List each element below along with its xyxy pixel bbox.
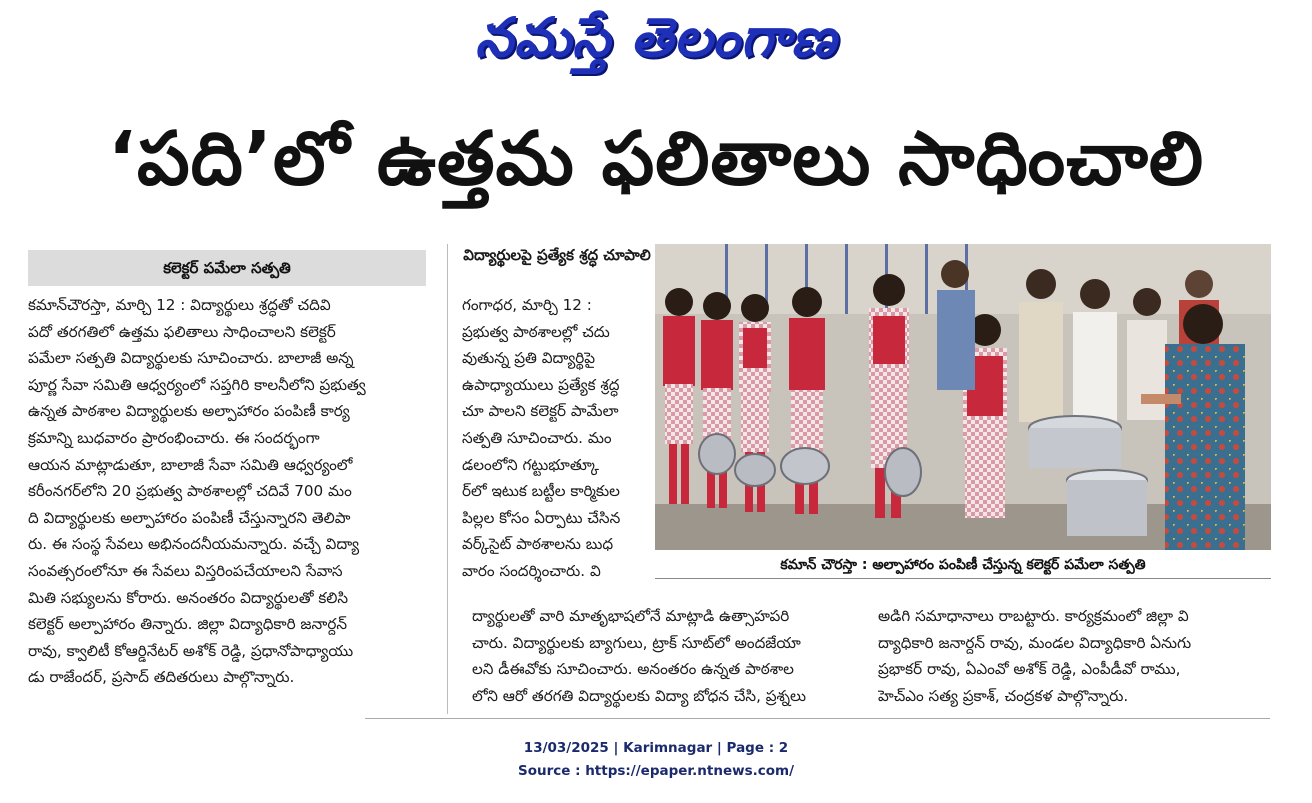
text-line: ఉపాధ్యాయులు ప్రత్యేక శ్రద్ధ [462,375,620,394]
text-line: ర్‌లో ఇటుక బట్టీల కార్మికుల [462,482,620,501]
text-line: వర్క్‌సైట్ పాఠశాలను బుధ [462,535,614,554]
second-story-headline: విద్యార్థులపై ప్రత్యేక శ్రద్ధ చూపాలి [463,246,651,264]
text-line: క్రమాన్ని బుధవారం ప్రారంభించారు. ఈ సందర్భంగా [28,428,320,447]
source-link[interactable]: Source : https://epaper.ntnews.com/ [517,763,795,779]
text-line: మితి సభ్యులను కోరారు. అనంతరం విద్యార్థులతో కలిసి [28,588,349,607]
text-line: ది విద్యార్థులకు అల్పాహారం పంపిణీ చేస్తున్నారని తెలిపా [28,508,351,527]
text-line: హెచ్‌ఎం సత్య ప్రకాశ్, చంద్రకళ పాల్గొన్నారు. [878,686,1129,705]
text-line: కలెక్టర్ అల్పాహారం తిన్నారు. జిల్లా విద్యాధికారి జనార్దన్ [28,615,347,634]
text-line: ప్రభాకర్ రావు, ఏఎంవో అశోక్ రెడ్డి, ఎంపీడీవో రాము, [878,660,1181,679]
masthead [0,2,1312,74]
article-column-2 [462,292,654,585]
text-line: రు. ఈ సంస్థ సేవలు అభినందనీయమన్నారు. వచ్చే విద్యా [28,535,360,554]
newspaper-logo: నమస్తే తెలంగాణ [475,6,837,69]
article-bottom-col-1 [472,603,852,709]
text-line: ఉన్నత పాఠశాల విద్యార్థులకు అల్పాహారం పంపిణీ కార్య [28,402,350,421]
text-line: ప్రభుత్వ పాఠశాలల్లో చదు [462,322,610,341]
text-line: గంగాధర, మార్చి 12 : [462,296,592,314]
text-line: అడిగి సమాధానాలు రాబట్టారు. కార్యక్రమంలో జిల్లా వి [878,607,1189,625]
page-info: 13/03/2025 | Karimnagar | Page : 2 [523,740,789,756]
text-line: సత్పతి సూచించారు. మం [462,428,612,447]
text-line: డలంలోని గట్టుభూత్కూ [462,455,600,474]
text-line: పిల్లల కోసం ఏర్పాటు చేసిన [462,508,621,527]
article-bottom-col-2 [878,603,1270,709]
text-line: ద్యాధికారి జనార్దన్ రావు, మండల విద్యాధికారి ఏనుగు [878,633,1192,652]
text-line: కమాన్‌చౌరస్తా, మార్చి 12 : విద్యార్థులు శ్రద్ధతో చదివి [28,296,331,314]
column-divider [447,244,448,714]
text-line: లని డీఈవోకు సూచించారు. అనంతరం ఉన్నత పాఠశాల [472,660,794,679]
text-line: పదో తరగతిలో ఉత్తమ ఫలితాలు సాధించాలని కలెక్టర్ [28,322,336,341]
text-line: రావు, క్వాలిటీ కోఆర్డినేటర్ అశోక్ రెడ్డి, ప్రధానోపాధ్యాయు [28,641,354,660]
text-line: పమేలా సత్పతి విద్యార్థులకు సూచించారు. బాలాజీ అన్న [28,349,354,368]
text-line: లోని ఆరో తరగతి విద్యార్థులకు విద్యా బోధన చేసి, ప్రశ్నలు [472,686,807,705]
text-line: డు రాజేందర్, ప్రసాద్ తదితరులు పాల్గొన్నారు. [28,668,295,687]
text-line: ద్యార్థులతో వారి మాతృభాషలోనే మాట్లాడి ఉత్సాహపరి [472,607,790,625]
text-line: కరీంనగర్‌లోని 20 ప్రభుత్వ పాఠశాలల్లో చదివే 700 మం [28,482,352,501]
text-line: సంవత్సరంలోనూ ఈ సేవలు విస్తరింపచేయాలని సేవాస [28,561,343,580]
article-subhead: కలెక్టర్ పమేలా సత్పతి [28,250,426,286]
text-line: ఆయన మాట్లాడుతూ, బాలాజీ సేవా సమితి ఆధ్వర్యంలో [28,455,353,474]
article-column-1 [28,292,428,691]
text-line: వారం సందర్శించారు. వి [462,561,601,580]
text-line: వుతున్న ప్రతి విద్యార్థిపై [462,349,596,368]
news-photo [655,244,1271,550]
photo-caption: కమాన్ చౌరస్తా : అల్పాహారం పంపిణీ చేస్తున్న కలెక్టర్ పమేలా సత్పతి [655,552,1271,579]
text-line: చారు. విద్యార్థులకు బ్యాగులు, ట్రాక్ సూట్‌లో అందజేయా [472,633,801,652]
text-line: పూర్ణ సేవా సమితి ఆధ్వర్యంలో సప్తగిరి కాలనీలోని ప్రభుత్వ [28,375,366,394]
article-headline: ‘పది’లో ఉత్తమ ఫలితాలు సాధించాలి [107,116,1205,202]
footer-divider [365,718,1270,719]
text-line: చూ పాలని కలెక్టర్ పామేలా [462,402,619,421]
